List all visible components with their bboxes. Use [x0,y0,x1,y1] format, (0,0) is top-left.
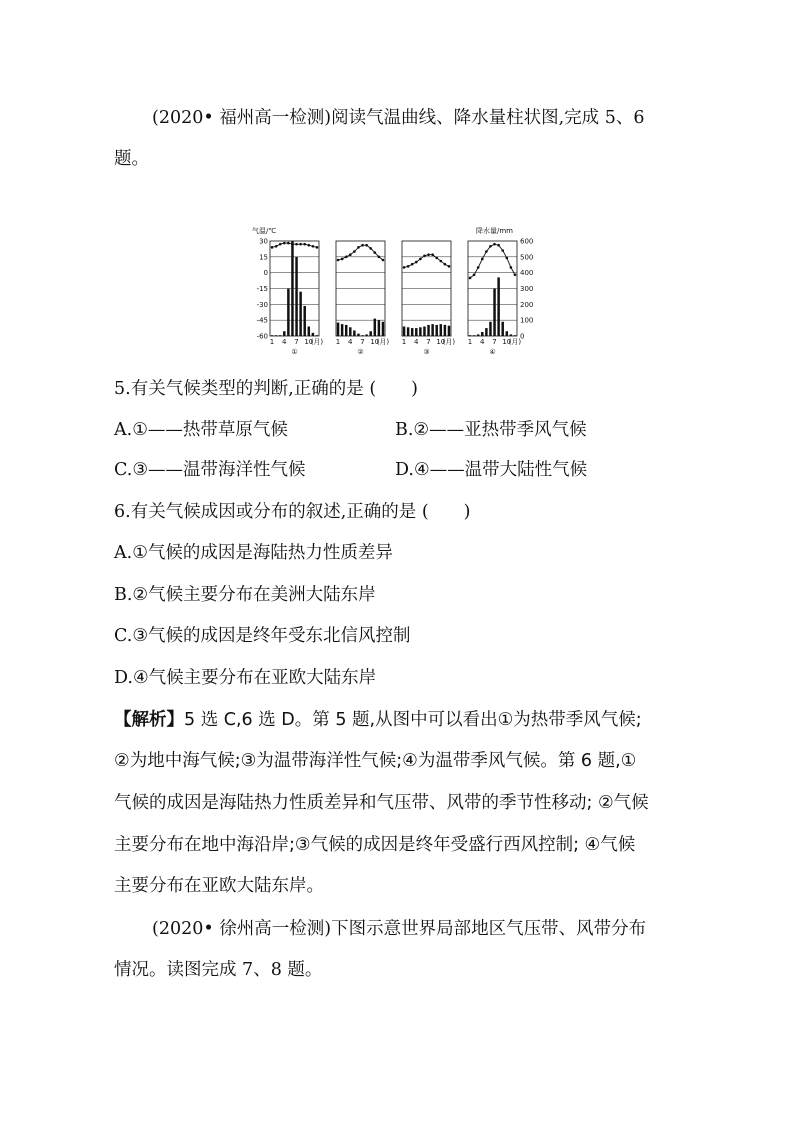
temperature-point [353,250,356,253]
month-tick-label: 1 [467,338,473,346]
panel-label: ① [291,348,298,356]
analysis-line4: 主要分布在地中海沿岸;③气候的成因是终年受盛行西风控制; ④气候 [114,835,636,855]
temperature-point [481,258,484,261]
temperature-point [415,261,418,264]
month-unit-label: (月) [442,338,456,346]
temperature-point [497,244,500,247]
temperature-axis-label: 气温/℃ [252,227,277,235]
temperature-point [431,253,434,256]
temperature-tick-label: 0 [263,269,268,278]
month-tick-label: 10 [304,338,314,346]
precipitation-bar [349,327,351,336]
precipitation-bar [440,324,442,336]
temperature-tick-label: -60 [256,332,268,341]
temperature-point [448,265,451,268]
precipitation-bar [444,325,446,336]
precipitation-bar [369,331,371,336]
temperature-tick-label: 30 [259,237,268,246]
month-tick-label: 10 [370,338,380,346]
month-unit-label: (月) [310,338,324,346]
month-tick-label: 7 [294,338,299,346]
temperature-point [345,256,348,259]
temperature-point [299,243,302,246]
temperature-point [337,259,340,262]
precipitation-bar [365,334,367,336]
precipitation-bar [303,306,305,336]
temperature-point [411,263,414,266]
precipitation-bar [485,328,487,336]
question-5-option-a: A.①——热带草原气候 [114,420,288,440]
precipitation-bar [473,335,475,336]
temperature-point [427,253,430,256]
temperature-point [341,258,344,261]
temperature-point [403,266,406,269]
temperature-point [439,260,442,263]
temperature-point [514,273,517,276]
precipitation-bar [514,335,516,336]
question-6-option-c: C.③气候的成因是终年受东北信风控制 [114,626,411,646]
month-tick-label: 4 [414,338,419,346]
temperature-tick-label: 15 [259,253,268,262]
temperature-point [423,254,426,257]
question-6-stem: 6.有关气候成因或分布的叙述,正确的是 ( ) [114,502,471,522]
question-5-stem: 5.有关气候类型的判断,正确的是 ( ) [114,379,418,399]
precipitation-bar [497,277,499,336]
precipitation-bar [427,325,429,336]
precipitation-bar [312,333,314,336]
month-unit-label: (月) [508,338,522,346]
temperature-point [477,266,480,269]
precipitation-bar [345,325,347,336]
temperature-point [510,266,513,269]
precipitation-bar [382,322,384,336]
precipitation-bar [506,331,508,336]
precipitation-bar [374,319,376,336]
intro-5-6-line1: (2020• 福州高一检测)阅读气温曲线、降水量柱状图,完成 5、6 [152,108,645,128]
precipitation-bar [357,334,359,336]
precipitation-bar [435,325,437,336]
analysis-line1 [114,708,642,732]
precipitation-bar [411,328,413,336]
month-tick-label: 4 [480,338,485,346]
temperature-point [373,251,376,254]
precipitation-tick-label: 200 [520,300,534,309]
precipitation-bar [271,335,273,336]
panel-label: ④ [489,348,496,356]
precipitation-bar [407,327,409,336]
precipitation-bar [419,327,421,336]
precipitation-bar [501,322,503,336]
precipitation-bar [493,289,495,337]
temperature-point [493,243,496,246]
question-5-option-c: C.③——温带海洋性气候 [114,460,306,480]
precipitation-bar [337,323,339,336]
temperature-point [295,243,298,246]
temperature-point [407,265,410,268]
temperature-point [489,245,492,248]
analysis-label: 【解析】 [114,710,184,730]
temperature-curve [272,243,317,247]
question-6-option-b: B.②气候主要分布在美洲大陆东岸 [114,585,376,605]
precipitation-bar [403,327,405,337]
temperature-point [279,243,282,246]
precipitation-bar [510,334,512,336]
precipitation-bar [287,289,289,337]
precipitation-tick-label: 100 [520,316,534,325]
temperature-point [291,243,294,246]
temperature-point [378,256,381,259]
question-6-option-a: A.①气候的成因是海陆热力性质差异 [114,543,393,563]
precipitation-axis-label: 降水量/mm [476,227,513,235]
month-tick-label: 7 [492,338,497,346]
temperature-point [283,242,286,245]
precipitation-bar [291,241,293,336]
precipitation-bar [341,324,343,336]
climate-figure [250,222,535,372]
temperature-point [357,246,360,249]
month-tick-label: 4 [348,338,353,346]
precipitation-bar [423,327,425,337]
precipitation-bar [477,334,479,336]
temperature-point [485,250,488,253]
month-tick-label: 7 [426,338,431,346]
intro-5-6-line2: 题。 [114,149,149,169]
analysis-line3: 气候的成因是海陆热力性质差异和气压带、风带的季节性移动; ②气候 [114,793,649,813]
precipitation-bar [353,330,355,336]
precipitation-bar [448,326,450,336]
precipitation-tick-label: 0 [520,332,525,341]
month-tick-label: 4 [282,338,287,346]
panel-label: ② [357,348,364,356]
precipitation-bar [469,335,471,336]
temperature-point [271,246,274,249]
temperature-point [444,263,447,266]
precipitation-bar [361,335,363,336]
month-tick-label: 7 [360,338,365,346]
temperature-point [316,246,319,249]
temperature-point [361,244,364,247]
month-tick-label: 10 [502,338,512,346]
intro-7-8-line2: 情况。读图完成 7、8 题。 [114,960,323,980]
month-tick-label: 10 [436,338,446,346]
analysis-line1-text: 5 选 C,6 选 D。第 5 题,从图中可以看出①为热带季风气候; [184,710,642,730]
temperature-point [369,247,372,250]
temperature-point [275,245,278,248]
analysis-line5: 主要分布在亚欧大陆东岸。 [114,876,324,896]
temperature-point [382,259,385,262]
temperature-point [505,257,508,260]
analysis-line2: ②为地中海气候;③为温带海洋性气候;④为温带季风气候。第 6 题,① [114,751,637,771]
temperature-point [307,244,310,247]
temperature-point [435,257,438,260]
temperature-point [349,253,352,256]
precipitation-tick-label: 500 [520,253,534,262]
precipitation-tick-label: 400 [520,269,534,278]
intro-7-8-line1: (2020• 徐州高一检测)下图示意世界局部地区气压带、风带分布 [152,919,647,939]
precipitation-bar [378,320,380,336]
precipitation-bar [316,335,318,336]
precipitation-bar [481,332,483,336]
month-unit-label: (月) [376,338,390,346]
temperature-point [287,242,290,245]
precipitation-bar [283,331,285,336]
temperature-tick-label: -45 [256,316,268,325]
month-tick-label: 1 [401,338,407,346]
precipitation-bar [431,324,433,336]
precipitation-tick-label: 300 [520,285,534,293]
precipitation-bar [415,328,417,336]
question-5-option-d: D.④——温带大陆性气候 [395,460,588,480]
precipitation-bar [299,292,301,336]
precipitation-bar [279,335,281,336]
month-tick-label: 1 [269,338,275,346]
month-tick-label: 1 [335,338,341,346]
temperature-tick-label: -30 [256,300,268,309]
temperature-point [473,273,476,276]
question-6-option-d: D.④气候主要分布在亚欧大陆东岸 [114,668,377,688]
temperature-point [365,244,368,247]
precipitation-bar [275,335,277,336]
precipitation-bar [489,322,491,336]
temperature-tick-label: -15 [256,285,268,293]
precipitation-tick-label: 600 [520,237,534,246]
question-5-option-b: B.②——亚热带季风气候 [395,420,587,440]
precipitation-bar [308,327,310,337]
temperature-point [312,245,315,248]
panel-label: ③ [423,348,430,356]
temperature-point [303,243,306,246]
temperature-point [501,249,504,252]
temperature-curve [338,245,383,260]
temperature-point [419,258,422,261]
temperature-point [469,277,472,280]
precipitation-bar [295,257,297,336]
